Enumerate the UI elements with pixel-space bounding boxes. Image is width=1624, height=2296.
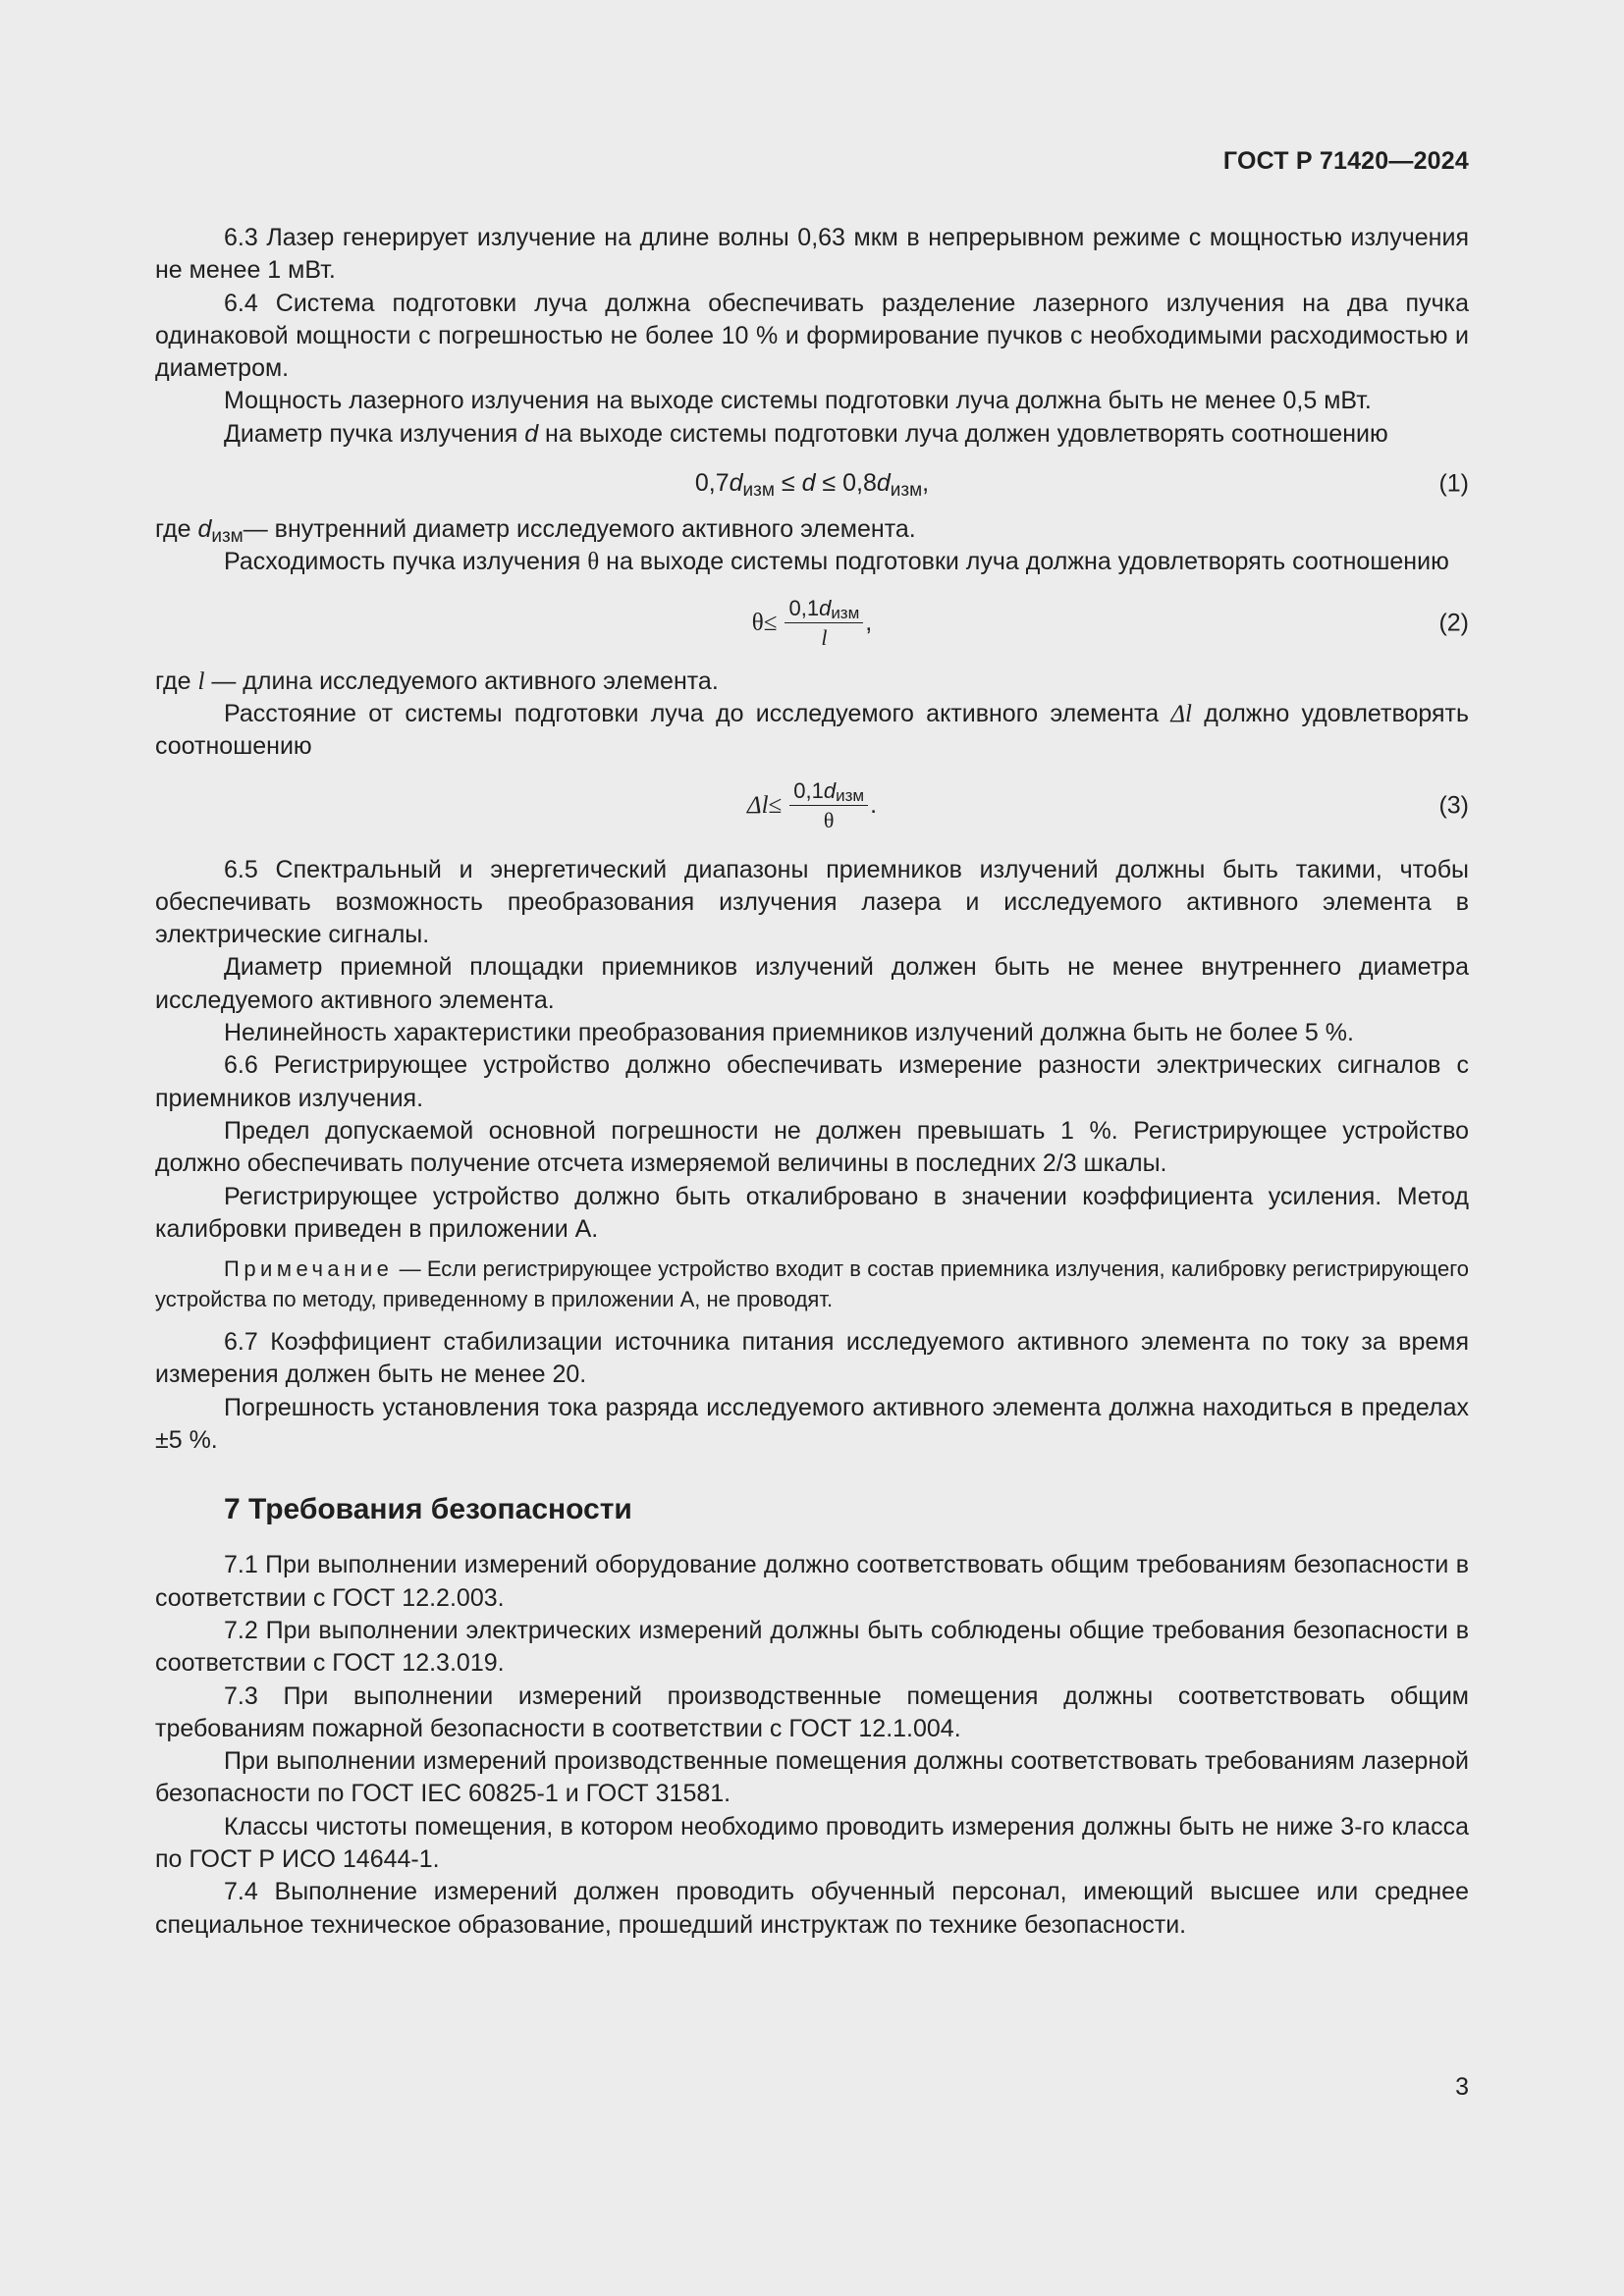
note-label: Примечание bbox=[224, 1256, 394, 1282]
paragraph-6-6: 6.6 Регистрирующее устройство должно обеспечивать измерение разности электрических сигналов с приемников излучения. bbox=[155, 1051, 1469, 1112]
paragraph-7-2: 7.2 При выполнении электрических измерений должны быть соблюдены общие требования безопасности в соответствии с ГОСТ 12.3.019. bbox=[155, 1616, 1469, 1678]
paragraph-7-3-laser: При выполнении измерений производственные помещения должны соответствовать требованиям лазерной безопасности по ГОСТ IEC 60825-1 и ГОСТ 31581. bbox=[155, 1747, 1469, 1808]
paragraph-divergence: Расходимость пучка излучения θ на выходе системы подготовки луча должна удовлетворять соотношению bbox=[224, 548, 1449, 576]
document-header: ГОСТ Р 71420—2024 bbox=[1222, 147, 1469, 175]
formula-2-expression: θ ≤ $\frac{0,1d_{изм}}{l}$ , bbox=[751, 596, 873, 651]
paragraph-6-7: 6.7 Коэффициент стабилизации источника питания исследуемого активного элемента по току за время измерения должен быть не менее 20. bbox=[155, 1328, 1469, 1389]
paragraph-6-5-diameter: Диаметр приемной площадки приемников излучений должен быть не менее внутреннего диаметра исследуемого активного элемента. bbox=[155, 953, 1469, 1014]
formula-2 bbox=[155, 587, 1469, 660]
paragraph-6-7-error: Погрешность установления тока разряда исследуемого активного элемента должна находиться в пределах ±5 %. bbox=[155, 1393, 1469, 1455]
formula-3-expression: Δl ≤ $\frac{0,1d_{изм}}{\theta}$ . bbox=[746, 778, 878, 833]
paragraph-6-6-calibration: Регистрирующее устройство должно быть откалибровано в значении коэффициента усиления. Метод калибровки приведен в приложении А. bbox=[155, 1182, 1469, 1243]
paragraph-where-d: где $d_{изм}—$ внутренний диаметр исследуемого активного элемента. bbox=[155, 515, 916, 548]
paragraph-6-3: 6.3 Лазер генерирует излучение на длине волны 0,63 мкм в непрерывном режиме с мощностью излучения не менее 1 мВт. bbox=[155, 224, 1469, 285]
paragraph-where-l: где l — длина исследуемого активного элемента. bbox=[155, 667, 719, 695]
paragraph-7-4: 7.4 Выполнение измерений должен проводить обученный персонал, имеющий высшее или среднее специальное техническое образование, прошедший инструктаж по технике безопасности. bbox=[155, 1878, 1469, 1939]
formula-1-expression: $0,7d_{изм} \le d \le 0,8d_{изм}$, bbox=[694, 469, 930, 502]
paragraph-7-3: 7.3 При выполнении измерений производственные помещения должны соответствовать общим требованиям пожарной безопасности в соответствии с ГОСТ 12.1.004. bbox=[155, 1682, 1469, 1742]
paragraph-6-6-limit: Предел допускаемой основной погрешности не должен превышать 1 %. Регистрирующее устройство должно обеспечивать получение отсчета измеряемой величины в последних 2/3 шкалы. bbox=[155, 1116, 1469, 1178]
paragraph-6-5: 6.5 Спектральный и энергетический диапазоны приемников излучений должны быть такими, чтобы обеспечивать возможность преобразования излучения лазера и исследуемого активного элемента в электрические сигналы. bbox=[155, 855, 1469, 949]
formula-1-number: (1) bbox=[1438, 469, 1469, 498]
paragraph-6-4-power: Мощность лазерного излучения на выходе системы подготовки луча должна быть не менее 0,5 мВт. bbox=[224, 387, 1372, 415]
section-7-title: 7 Требования безопасности bbox=[224, 1493, 632, 1526]
formula-2-number: (2) bbox=[1438, 609, 1469, 637]
formula-3-fraction: $\frac{0,1d_{изм}}{\theta}$ bbox=[789, 777, 868, 833]
note bbox=[155, 1254, 1469, 1314]
paragraph-6-4: 6.4 Система подготовки луча должна обеспечивать разделение лазерного излучения на два пучка одинаковой мощности с погрешностью не более 10 % и формирование пучков с необходимыми расходимостью и диаметром. bbox=[155, 289, 1469, 383]
document-body bbox=[155, 222, 1469, 1942]
formula-3 bbox=[155, 770, 1469, 842]
formula-1 bbox=[155, 454, 1469, 513]
formula-3-number: (3) bbox=[1438, 790, 1469, 819]
paragraph-6-5-nonlinearity: Нелинейность характеристики преобразования приемников излучений должна быть не более 5 %. bbox=[224, 1019, 1354, 1047]
paragraph-distance: Расстояние от системы подготовки луча до исследуемого активного элемента Δl должно удовлетворять соотношению bbox=[155, 699, 1469, 761]
formula-2-fraction: $\frac{0,1d_{изм}}{l}$ bbox=[785, 595, 863, 651]
note-text: — Если регистрирующее устройство входит в состав приемника излучения, калибровку регистрирующего устройства по методу, приведенному в приложении А, не проводят. bbox=[155, 1256, 1469, 1312]
paragraph-7-1: 7.1 При выполнении измерений оборудование должно соответствовать общим требованиям безопасности в соответствии с ГОСТ 12.2.003. bbox=[155, 1551, 1469, 1612]
paragraph-6-4-diameter: Диаметр пучка излучения d на выходе системы подготовки луча должен удовлетворять соотношению bbox=[224, 419, 1388, 448]
page-number: 3 bbox=[1455, 2073, 1469, 2101]
paragraph-7-3-cleanroom: Классы чистоты помещения, в котором необходимо проводить измерения должны быть не ниже 3-го класса по ГОСТ Р ИСО 14644-1. bbox=[155, 1812, 1469, 1873]
